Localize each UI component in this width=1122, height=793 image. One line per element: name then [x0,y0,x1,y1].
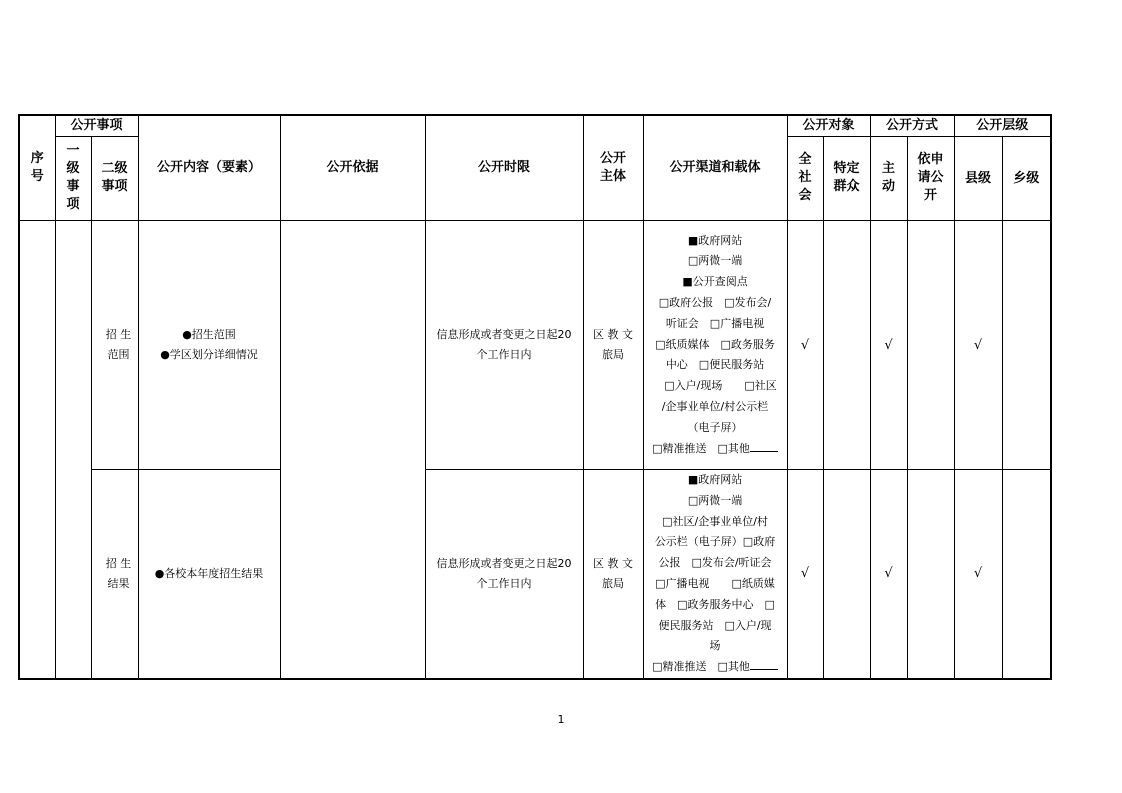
channel-line: 中心 □便民服务站 [665,358,765,372]
disclosure-table [18,114,1052,680]
channels-cell [643,221,787,470]
table-row [19,470,1051,679]
header-audience-all: 全社会 [787,137,823,221]
level-county-cell: √ [954,221,1002,470]
level1-cell [55,221,91,679]
channel-line: ■公开查阅点 [682,275,748,289]
channel-line: ■政府网站 [687,473,743,486]
channel-line: 听证会 □广播电视 [665,316,765,330]
content-cell [138,470,280,679]
level2-cell: 招 生 范围 [91,221,138,470]
channel-line: （电子屏） [687,420,743,434]
audience-specific-cell [823,470,870,679]
audience-all-cell: √ [787,470,823,679]
method-apply-cell [907,221,954,470]
header-level1: 一级事项 [55,137,91,221]
blank-underline [750,657,778,670]
blank-underline [750,439,778,452]
channel-line: 公报 □发布会/听证会 [658,556,772,570]
seq-cell [19,221,55,679]
level-town-cell [1002,221,1051,470]
header-row-1 [19,115,1051,137]
audience-specific-cell [823,221,870,470]
channel-line-last: □精准推送 □其他 [650,439,781,460]
header-channels: 公开渠道和载体 [643,115,787,221]
channel-line: 便民服务站 □入户/现 [658,618,772,632]
header-level: 公开层级 [954,115,1051,137]
channel-line: □入户/现场 □社区 [653,379,777,393]
header-content: 公开内容（要素） [138,115,280,221]
subject-cell: 区 教 文 旅局 [583,221,643,470]
method-active-cell: √ [870,470,907,679]
method-active-cell: √ [870,221,907,470]
channel-line: 公示栏（电子屏）□政府 [654,535,776,549]
channel-line: /企事业单位/村公示栏 [661,399,769,413]
channel-line: □广播电视 □纸质媒 [655,576,775,590]
content-item: ●招生范围 [182,328,236,341]
content-item: ●学区划分详细情况 [160,348,258,361]
channel-line: ■政府网站 [687,233,743,247]
content-cell [138,221,280,470]
level-town-cell [1002,470,1051,679]
method-apply-cell [907,470,954,679]
header-method-apply: 依申请公开 [907,137,954,221]
level2-cell: 招 生 结果 [91,470,138,679]
header-subject: 公开主体 [583,115,643,221]
channel-line-last: □精准推送 □其他 [650,657,781,678]
level-county-cell: √ [954,470,1002,679]
basis-cell [280,221,425,679]
header-audience-specific: 特定群众 [823,137,870,221]
header-basis: 公开依据 [280,115,425,221]
time-limit-cell: 信息形成或者变更之日起20个工作日内 [425,470,583,679]
channel-line: 体 □政务服务中心 □ [655,597,775,611]
channel-line: 场 [709,639,721,653]
page-number: 1 [557,713,565,726]
time-limit-cell: 信息形成或者变更之日起20个工作日内 [425,221,583,470]
header-public-items: 公开事项 [55,115,138,137]
header-method-active: 主动 [870,137,907,221]
content-item: ●各校本年度招生结果 [154,566,264,580]
header-seq: 序号 [19,115,55,221]
header-audience: 公开对象 [787,115,870,137]
channels-cell [643,470,787,679]
table-row [19,221,1051,470]
header-level2: 二级事项 [91,137,138,221]
header-level-town: 乡级 [1002,137,1051,221]
channel-line: □社区/企事业单位/村 [662,514,768,528]
channel-line: □两微一端 [687,254,743,268]
channel-line: □两微一端 [687,493,743,507]
header-level-county: 县级 [954,137,1002,221]
header-time-limit: 公开时限 [425,115,583,221]
subject-cell: 区 教 文 旅局 [583,470,643,679]
channel-line: □纸质媒体 □政务服务 [655,337,775,351]
channel-line: □政府公报 □发布会/ [658,296,772,309]
header-method: 公开方式 [870,115,954,137]
audience-all-cell: √ [787,221,823,470]
